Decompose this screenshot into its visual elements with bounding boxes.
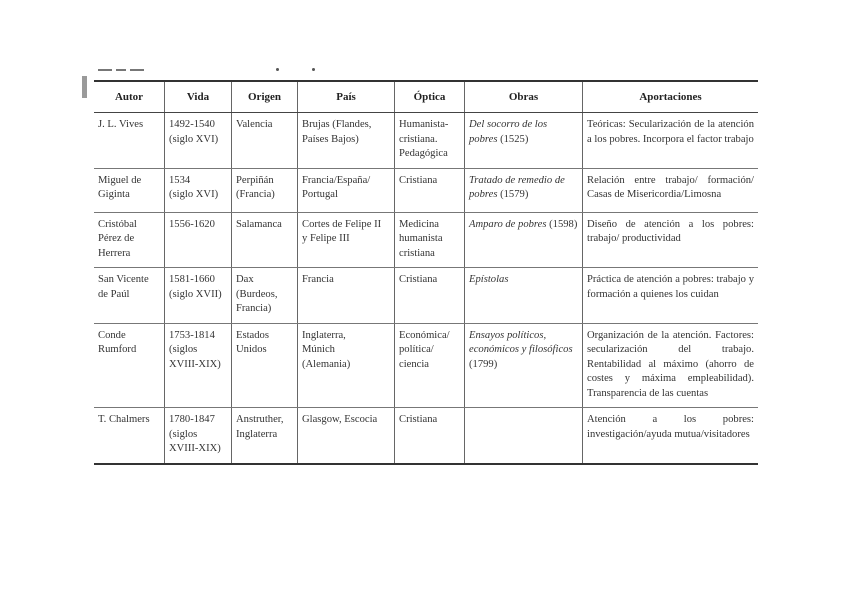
- cell-pais-line: Cortes de Felipe II: [302, 218, 382, 230]
- table-row: [94, 212, 758, 268]
- historical-authors-table: [94, 80, 758, 465]
- fragment-mark: [130, 69, 144, 71]
- cell-vida-line: XVIII-XIX): [169, 358, 221, 370]
- cell-pais-line: Inglaterra,: [302, 329, 346, 341]
- cell-origen-line: Valencia: [236, 119, 273, 130]
- cell-vida-line: XVIII-XIX): [169, 443, 221, 454]
- cell-autor-line: de Paúl: [98, 288, 130, 300]
- fragment-dot: [276, 68, 279, 71]
- column-header-obras: Obras: [465, 81, 583, 113]
- cell-vida-line: 1780-1847: [169, 414, 215, 425]
- cell-vida: [165, 268, 232, 324]
- cell-vida: [165, 113, 232, 169]
- cell-vida-line: 1492-1540: [169, 119, 215, 130]
- obra-title: Ensayos políticos, económicos y filosóficos: [469, 329, 573, 355]
- cell-pais-line: (Alemania): [302, 358, 351, 370]
- cell-origen-line: Francia): [236, 303, 272, 314]
- cell-optica: [395, 323, 465, 408]
- cell-autor-line: Conde: [98, 329, 126, 341]
- cell-aportaciones: Relación entre trabajo/ formación/ Casas de Misericordia/Limosna: [583, 168, 759, 212]
- cell-optica-line: política/: [399, 344, 434, 355]
- cell-optica: [395, 212, 465, 268]
- cell-optica-line: ciencia: [399, 358, 429, 370]
- column-header-vida: Vida: [165, 81, 232, 113]
- cell-obras: [465, 323, 583, 408]
- cell-autor-line: Rumford: [98, 344, 137, 355]
- column-header-autor: Autor: [94, 81, 165, 113]
- cell-vida-line: 1581-1660: [169, 274, 215, 285]
- table-row: [94, 408, 758, 464]
- obra-title: Del socorro de los pobres: [469, 119, 548, 145]
- fragment-mark: [116, 69, 126, 71]
- cell-autor-line: T. Chalmers: [98, 414, 150, 425]
- cell-autor-line: San Vicente: [98, 274, 149, 285]
- cell-obras: [465, 212, 583, 268]
- cell-pais-line: Francia/España/: [302, 174, 371, 186]
- cell-pais-line: Portugal: [302, 189, 338, 200]
- cell-autor-line: Herrera: [98, 247, 131, 259]
- cell-origen-line: Dax: [236, 274, 254, 285]
- obra-title: Amparo de pobres: [469, 218, 547, 230]
- obra-year: (1799): [469, 358, 498, 370]
- cell-pais: [298, 268, 395, 324]
- obra-year: (1525): [497, 133, 529, 145]
- cell-vida: [165, 408, 232, 464]
- cell-pais-line: y Felipe III: [302, 233, 350, 244]
- cell-optica-line: cristiana.: [399, 133, 438, 145]
- cell-aportaciones: Práctica de atención a pobres: trabajo y formación a quienes los cuidan: [583, 268, 759, 324]
- cell-optica-line: Humanista-: [399, 119, 449, 130]
- table-row: [94, 323, 758, 408]
- scan-edge-mark: [82, 76, 87, 98]
- table-row: [94, 268, 758, 324]
- cell-pais: [298, 113, 395, 169]
- obra-title: Tratado de remedio de pobres: [469, 174, 565, 200]
- cell-autor: [94, 408, 165, 464]
- cropped-text-fragment: [96, 64, 326, 76]
- cell-origen-line: Salamanca: [236, 218, 282, 230]
- cell-pais: [298, 212, 395, 268]
- cell-autor: [94, 323, 165, 408]
- historical-authors-table-container: [94, 80, 758, 454]
- cell-origen-line: (Francia): [236, 189, 275, 200]
- cell-origen: [232, 168, 298, 212]
- cell-optica-line: Cristiana: [399, 274, 438, 285]
- cell-obras: [465, 113, 583, 169]
- cell-origen: [232, 212, 298, 268]
- column-header-aportaciones: Aportaciones: [583, 81, 759, 113]
- cell-pais: [298, 323, 395, 408]
- cell-origen: [232, 113, 298, 169]
- cell-vida-line: 1534: [169, 174, 191, 186]
- cell-origen-line: Inglaterra: [236, 428, 278, 440]
- cell-pais-line: Glasgow, Escocia: [302, 414, 378, 425]
- cell-origen: [232, 268, 298, 324]
- cell-optica: [395, 168, 465, 212]
- cell-pais-line: Brujas (Flandes,: [302, 119, 372, 130]
- cell-optica-line: humanista: [399, 233, 443, 244]
- cell-obras: [465, 168, 583, 212]
- cell-origen-line: Anstruther,: [236, 414, 284, 425]
- cell-vida-line: (siglo XVII): [169, 288, 222, 300]
- cell-origen-line: Unidos: [236, 344, 267, 355]
- cell-autor-line: Pérez de: [98, 233, 135, 244]
- cell-optica-line: cristiana: [399, 247, 435, 259]
- cell-optica: [395, 408, 465, 464]
- table-row: [94, 113, 758, 169]
- table-header-row: [94, 81, 758, 113]
- cell-vida: [165, 212, 232, 268]
- cell-aportaciones: Diseño de atención a los pobres: trabajo/ productividad: [583, 212, 759, 268]
- column-header-origen: Origen: [232, 81, 298, 113]
- cell-autor: [94, 168, 165, 212]
- cell-vida-line: (siglo XVI): [169, 133, 219, 145]
- cell-vida-line: (siglos: [169, 344, 198, 355]
- cell-pais: [298, 408, 395, 464]
- cell-autor: [94, 268, 165, 324]
- cell-vida-line: 1753-1814: [169, 329, 215, 341]
- cell-optica-line: Medicina: [399, 218, 440, 230]
- cell-autor-line: Cristóbal: [98, 218, 137, 230]
- cell-origen-line: Perpiñán: [236, 174, 274, 186]
- cell-origen-line: (Burdeos,: [236, 288, 278, 300]
- cell-origen: [232, 323, 298, 408]
- column-header-pais: País: [298, 81, 395, 113]
- cell-aportaciones: Teóricas: Secularización de la atención a los pobres. Incorpora el factor trabajo: [583, 113, 759, 169]
- cell-aportaciones: Organización de la atención. Factores: secularización del trabajo. Rentabilidad al máximo (ahorro de costes y máxima empleabilidad). Transparencia de las cuentas: [583, 323, 759, 408]
- cell-optica-line: Cristiana: [399, 414, 438, 425]
- cell-optica: [395, 113, 465, 169]
- cell-vida: [165, 323, 232, 408]
- cell-optica-line: Pedagógica: [399, 148, 448, 159]
- cell-pais-line: Múnich: [302, 344, 335, 355]
- cell-origen: [232, 408, 298, 464]
- table-body: [94, 113, 758, 464]
- obra-title: Epístolas: [469, 274, 509, 285]
- cell-aportaciones: Atención a los pobres: investigación/ayuda mutua/visitadores: [583, 408, 759, 464]
- cell-autor: [94, 113, 165, 169]
- cell-autor: [94, 212, 165, 268]
- cell-origen-line: Estados: [236, 329, 269, 341]
- cell-vida-line: (siglo XVI): [169, 189, 219, 200]
- cell-obras: [465, 268, 583, 324]
- obra-year: (1579): [497, 189, 529, 200]
- cell-optica: [395, 268, 465, 324]
- cell-autor-line: Miguel de: [98, 174, 142, 186]
- fragment-dot: [312, 68, 315, 71]
- cell-autor-line: Giginta: [98, 189, 130, 200]
- cell-pais-line: Francia: [302, 274, 334, 285]
- cell-pais: [298, 168, 395, 212]
- fragment-mark: [98, 69, 112, 71]
- cell-optica-line: Económica/: [399, 329, 450, 341]
- cell-vida: [165, 168, 232, 212]
- obra-year: (1598): [546, 218, 578, 230]
- cell-obras: [465, 408, 583, 464]
- cell-vida-line: (siglos: [169, 428, 198, 440]
- column-header-optica: Óptica: [395, 81, 465, 113]
- cell-optica-line: Cristiana: [399, 174, 438, 186]
- cell-autor-line: J. L. Vives: [98, 119, 144, 130]
- cell-vida-line: 1556-1620: [169, 218, 215, 230]
- cell-pais-line: Países Bajos): [302, 133, 359, 145]
- table-row: [94, 168, 758, 212]
